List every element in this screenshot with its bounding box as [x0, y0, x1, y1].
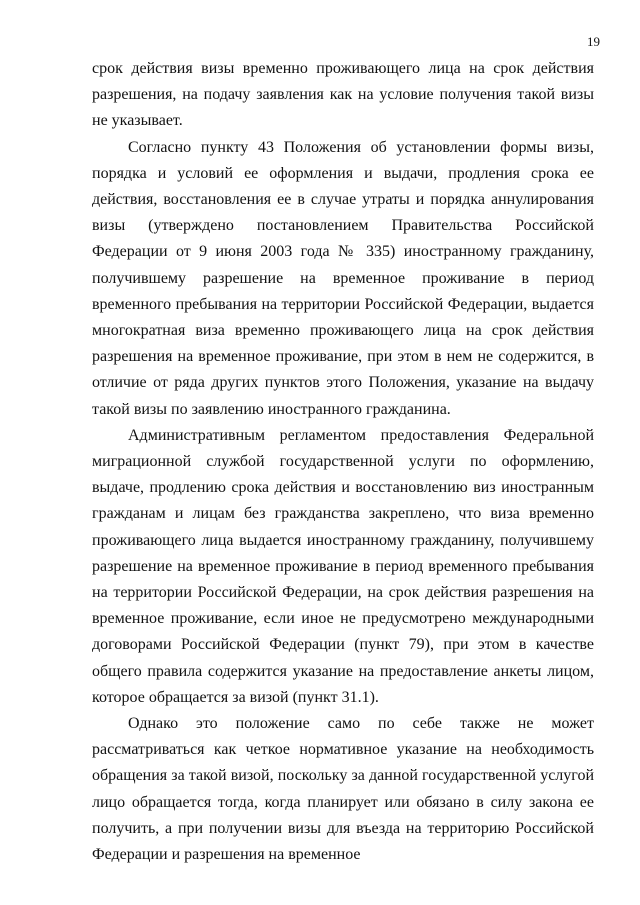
paragraph-2: Согласно пункту 43 Положения об установлении формы визы, порядка и условий ее оформления и выдачи, продления срока ее действия, восстановления ее в случае утраты и порядка аннулирования визы (утверждено постановлением Правительства Российской Федерации от 9 июня 2003 года № 335) иностранному гражданину, получившему разрешение на временное проживание в период временного пребывания на территории Российской Федерации, выдается многократная виза временно проживающего лица на срок действия разрешения на временное проживание, при этом в нем не содержится, в отличие от ряда других пунктов этого Положения, указание на выдачу такой визы по заявлению иностранного гражданина.: [92, 138, 594, 418]
paragraph-4: Однако это положение само по себе также не может рассматриваться как четкое нормативное указание на необходимость обращения за такой визой, поскольку за данной государственной услугой лицо обращается тогда, когда планирует или обязано в силу закона ее получить, а при получении визы для въезда на территорию Российской Федерации и разрешения на временное: [92, 715, 594, 864]
page-number: 19: [587, 34, 600, 49]
paragraph-1: срок действия визы временно проживающего лица на срок действия разрешения, на подачу заявления как на условие получения такой визы не указывает.: [92, 60, 594, 130]
paragraph-3: Административным регламентом предоставления Федеральной миграционной службой государственной услуги по оформлению, выдаче, продлению срока действия и восстановлению виз иностранным гражданам и лицам без гражданства закреплено, что виза временно проживающего лица выдается иностранному гражданину, получившему разрешение на временное проживание в период временного пребывания на территории Российской Федерации, на срок действия разрешения на временное проживание, если иное не предусмотрено международными договорами Российской Федерации (пункт 79), при этом в качестве общего правила содержится указание на предоставление анкеты лицом, которое обращается за визой (пункт 31.1).: [92, 426, 594, 706]
body-text: [92, 56, 594, 868]
